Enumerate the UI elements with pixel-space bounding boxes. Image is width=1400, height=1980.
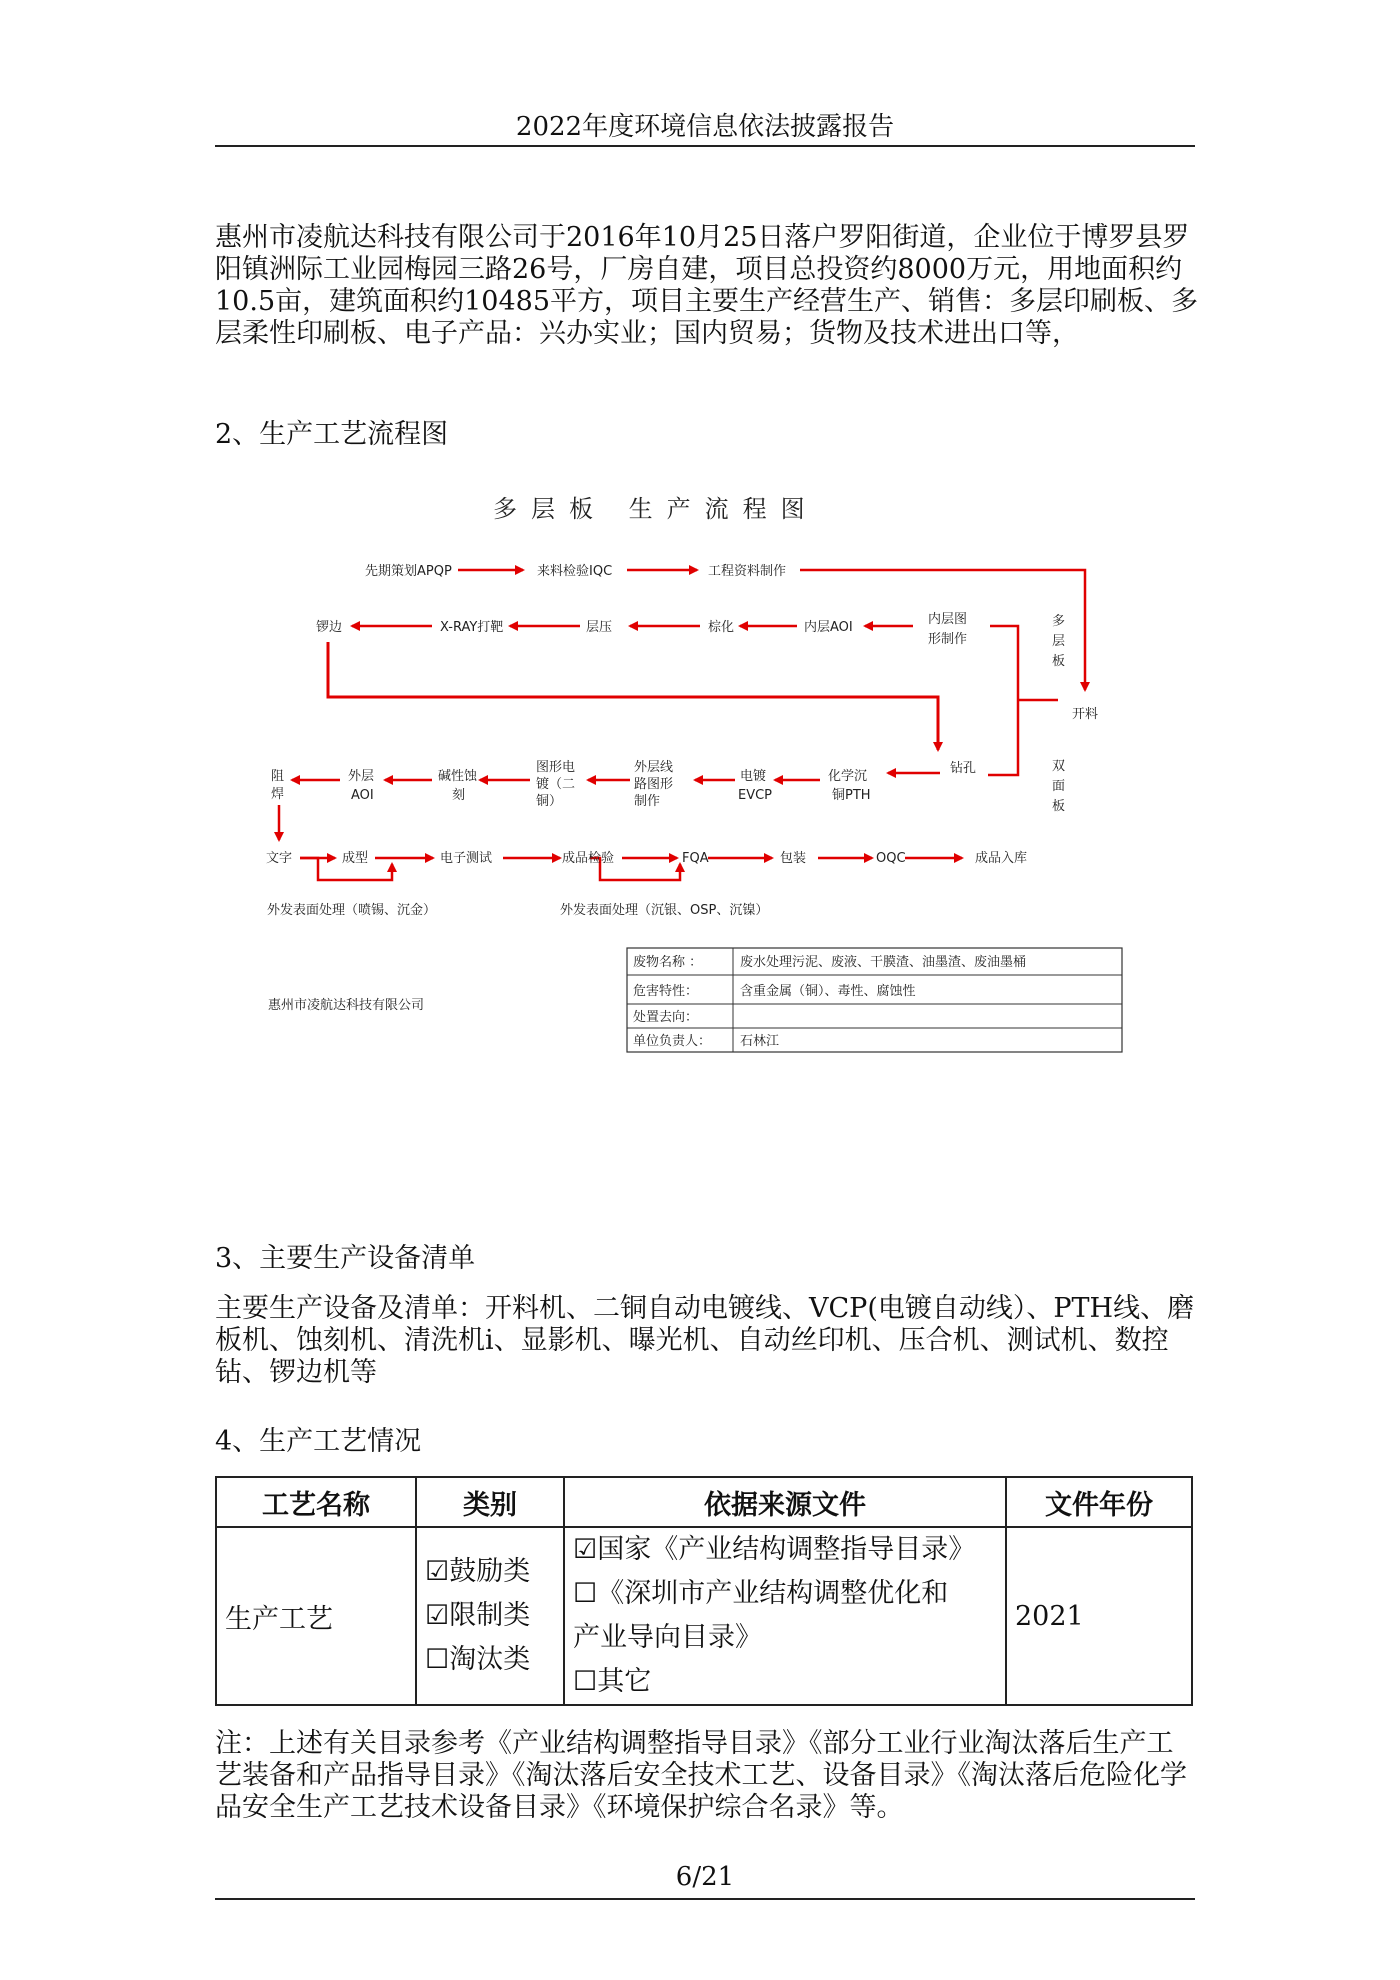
node-etest: 电子测试 (440, 851, 493, 866)
waste-table (627, 948, 1122, 1052)
node-brown: 棕化 (708, 620, 735, 635)
node-inner-pattern: 形制作 (928, 632, 968, 647)
node-pack: 包装 (780, 851, 807, 866)
equipment-paragraph: 主要生产设备及清单：开料机、二铜自动电镀线、VCP(电镀自动线）、PTH线、磨板机、蚀刻机、清洗机i、显影机、曝光机、自动丝印机、压合机、测试机、数控钻、锣边机等 (215, 1293, 1195, 1388)
node-pth: 化学沉 (828, 769, 868, 784)
node-outer-pattern: 制作 (634, 794, 661, 809)
node-pattern-plating: 铜） (536, 794, 563, 809)
flow-nodes (266, 563, 1098, 1013)
flow-title: 多层板 生产流程图 (493, 495, 819, 523)
node-solder: 焊 (271, 787, 285, 802)
node-evcp: 电镀 (740, 769, 767, 784)
intro-paragraph: 惠州市凌航达科技有限公司于2016年10月25日落户罗阳街道，企业位于博罗县罗阳镇洲际工业园梅园三路26号，厂房自建，项目总投资约8000万元，用地面积约10.5亩，建筑面积约10485平方，项目主要生产经营生产、销售：多层印刷板、多层柔性印刷板、电子产品：兴办实业；国内贸易；货物及技术进出口等， (215, 222, 1199, 349)
node-outer-pattern: 路图形 (634, 777, 674, 792)
node-outer-aoi: AOI (351, 788, 374, 803)
page-number: 6/21 (675, 1862, 735, 1892)
waste-label: 废物名称 ： (633, 955, 703, 970)
node-multilayer: 板 (1052, 654, 1066, 669)
category-cell (416, 1527, 564, 1705)
node-text: 文字 (266, 851, 293, 866)
flow-company: 惠州市凌航达科技有限公司 (268, 998, 425, 1013)
node-iqc: 来料检验IQC (537, 564, 613, 579)
node-solder: 阻 (271, 769, 285, 784)
table-row (216, 1527, 1192, 1705)
source-option: ☐《深圳市产业结构调整优化和 (573, 1578, 949, 1609)
source-cell (564, 1527, 1006, 1705)
node-edge: 锣边 (316, 620, 343, 635)
note-outsource-2: 外发表面处理（沉银、OSP、沉镍） (560, 903, 769, 918)
node-xray: X-RAY打靶 (440, 620, 504, 635)
node-etch: 刻 (452, 788, 466, 803)
node-outer-aoi: 外层 (348, 769, 375, 784)
category-encourage: ☑鼓励类 (425, 1556, 531, 1587)
source-option: ☑国家《产业结构调整指导目录》 (573, 1534, 976, 1565)
node-laminate: 层压 (586, 620, 613, 635)
node-fqc: 成品检验 (562, 851, 615, 866)
waste-label: 危害特性： (633, 984, 699, 999)
waste-label: 处置去向： (633, 1010, 699, 1025)
section-4-heading: 4、生产工艺情况 (215, 1426, 422, 1457)
node-forming: 成型 (342, 851, 369, 866)
table-header: 工艺名称 (216, 1477, 416, 1527)
waste-label: 单位负责人： (633, 1034, 712, 1049)
process-table (215, 1476, 1193, 1706)
node-oqc: OQC (876, 851, 906, 866)
node-eng: 工程资料制作 (708, 564, 787, 579)
footer-divider (215, 1898, 1195, 1900)
category-restrict: ☑限制类 (425, 1600, 531, 1631)
waste-value: 含重金属（铜）、毒性、腐蚀性 (740, 984, 916, 999)
table-header: 类别 (416, 1477, 564, 1527)
process-name: 生产工艺 (216, 1527, 416, 1705)
node-multilayer: 多 (1052, 614, 1066, 629)
source-option: ☐其它 (573, 1666, 652, 1697)
node-double: 双 (1052, 759, 1066, 774)
node-outer-pattern: 外层线 (634, 760, 674, 775)
node-fqa: FQA (682, 851, 709, 866)
source-option: 产业导向目录》 (573, 1622, 762, 1653)
table-header: 文件年份 (1006, 1477, 1192, 1527)
bracket-double (988, 700, 1018, 775)
section-2-heading: 2、生产工艺流程图 (215, 419, 449, 450)
node-multilayer: 层 (1052, 634, 1066, 649)
waste-value: 废水处理污泥、废液、干膜渣、油墨渣、废油墨桶 (740, 955, 1027, 970)
node-apqp: 先期策划APQP (365, 564, 452, 579)
node-inner-aoi: 内层AOI (804, 620, 853, 635)
node-double: 面 (1052, 779, 1066, 794)
arrow-edge-drill (328, 642, 938, 750)
category-eliminate: ☐淘汰类 (425, 1644, 531, 1675)
table-header: 依据来源文件 (564, 1477, 1006, 1527)
node-drill: 钻孔 (950, 761, 977, 776)
bracket-multilayer (990, 626, 1018, 700)
node-etch: 碱性蚀 (438, 769, 478, 784)
node-cut: 开料 (1072, 707, 1099, 722)
node-store: 成品入库 (975, 851, 1028, 866)
node-double: 板 (1052, 799, 1066, 814)
node-pattern-plating: 镀（二 (536, 777, 576, 792)
node-pth: 铜PTH (832, 788, 871, 803)
node-inner-pattern: 内层图 (928, 612, 968, 627)
note-outsource-1: 外发表面处理（喷锡、沉金） (267, 903, 437, 918)
file-year: 2021 (1006, 1527, 1192, 1705)
node-evcp: EVCP (738, 788, 773, 803)
waste-value: 石林江 (740, 1034, 780, 1049)
note-paragraph: 注：上述有关目录参考《产业结构调整指导目录》《部分工业行业淘汰落后生产工艺装备和产品指导目录》《淘汰落后安全技术工艺、设备目录》《淘汰落后危险化学品安全生产工艺技术设备目录》《环境保护综合名录》等。 (215, 1728, 1187, 1823)
page-header: 2022年度环境信息依法披露报告 (515, 112, 895, 142)
section-3-heading: 3、主要生产设备清单 (215, 1243, 476, 1274)
node-pattern-plating: 图形电 (536, 760, 576, 775)
